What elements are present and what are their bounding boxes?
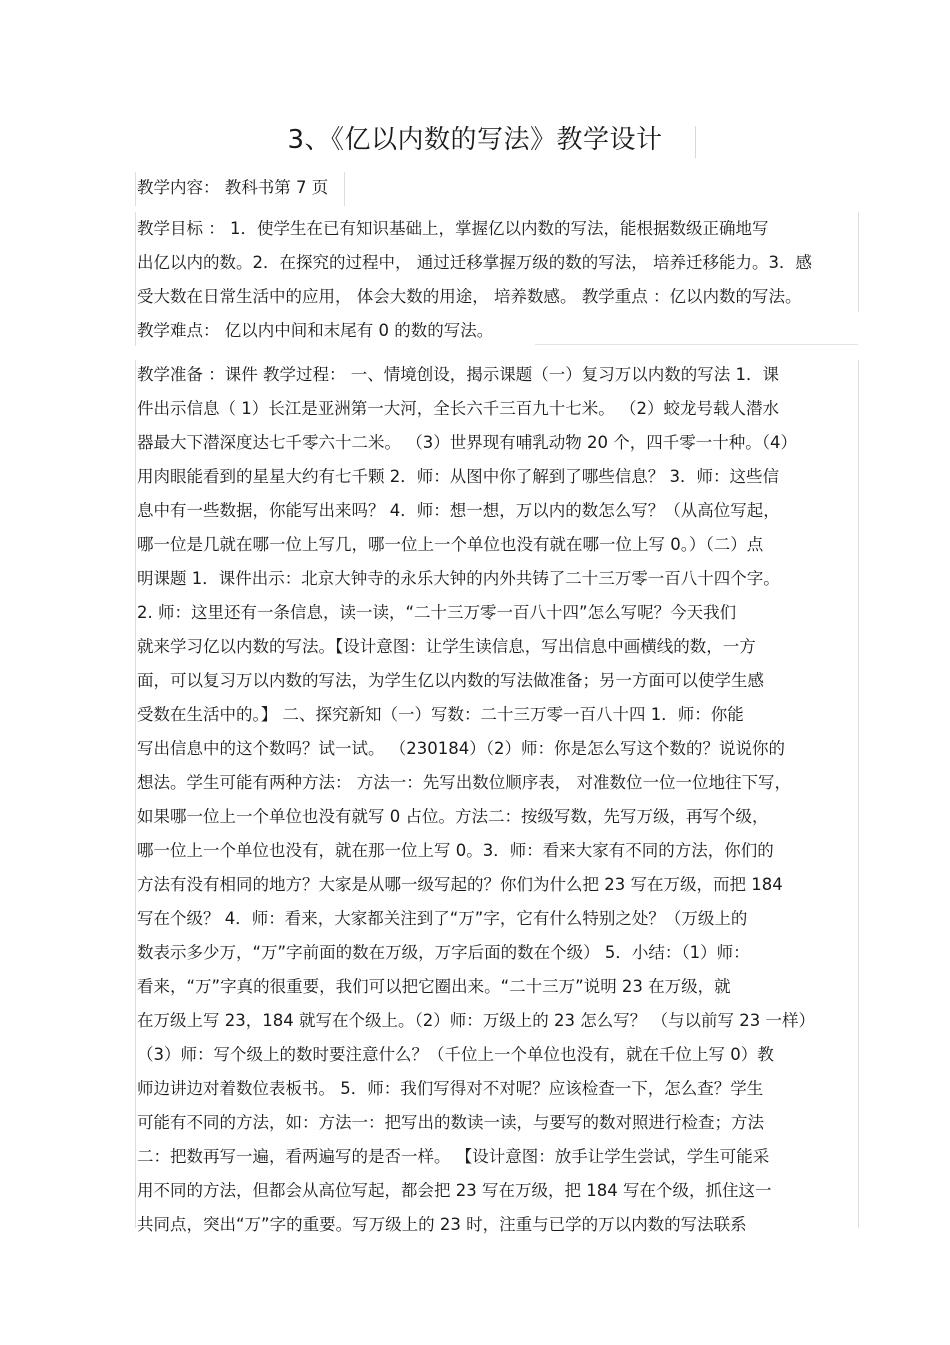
teaching-process-line: 写在个级？ 4．师：看来，大家都关注到了“万”字，它有什么特别之处？（万级上的: [137, 909, 748, 928]
teaching-content-section: [137, 171, 328, 205]
teaching-goals-line: 出亿以内的数。2．在探究的过程中， 通过迁移掌握万级的数的写法， 培养迁移能力。3．感: [137, 253, 812, 272]
teaching-process-line: 共同点，突出“万”字的重要。写万级上的 23 时，注重与已学的万以内数的写法联系: [137, 1215, 747, 1234]
teaching-process-line: 可能有不同的方法，如：方法一：把写出的数读一读，与要写的数对照进行检查；方法: [137, 1113, 764, 1132]
teaching-process-line: 写出信息中的这个数吗？试一试。 （230184）（2）师：你是怎么写这个数的？说说你的: [137, 739, 785, 758]
teaching-process-line: 用肉眼能看到的星星大约有七千颗 2．师：从图中你了解到了哪些信息？ 3．师：这些信: [137, 467, 779, 486]
frame-edge-left-3: [135, 360, 136, 1228]
teaching-process-line: 看来，“万”字真的很重要，我们可以把它圈出来。“二十三万”说明 23 在万级，就: [137, 977, 731, 996]
teaching-process-line: 器最大下潜深度达七千零六十二米。 （3）世界现有哺乳动物 20 个，四千零一十种。（4）: [137, 433, 797, 452]
teaching-process-line: 哪一位是几就在哪一位上写几，哪一位上一个单位也没有就在哪一位上写 0。）（二）点: [137, 535, 764, 554]
document-title: 3、《亿以内数的写法》教学设计: [287, 125, 663, 155]
teaching-process-line: 息中有一些数据，你能写出来吗？ 4．师：想一想，万以内的数怎么写？（从高位写起，: [137, 501, 780, 520]
teaching-content-line: 教学内容： 教科书第 7 页: [137, 178, 329, 197]
title-divider: [695, 126, 696, 158]
teaching-process-line: 数表示多少万，“万”字前面的数在万级，万字后面的数在个级） 5．小结：（1）师：: [137, 943, 750, 962]
frame-edge-left-1: [135, 172, 136, 206]
teaching-process-line: 二：把数再写一遍，看两遍写的是否一样。 【设计意图：放手让学生尝试，学生可能采: [137, 1147, 770, 1166]
teaching-process-line: 2. 师：这里还有一条信息，读一读，“二十三万零一百八十四”怎么写呢？今天我们: [137, 603, 737, 622]
teaching-process-line: 哪一位上一个单位也没有，就在那一位上写 0。3．师：看来大家有不同的方法，你们的: [137, 841, 774, 860]
teaching-process-line: 就来学习亿以内数的写法。【设计意图：让学生读信息，写出信息中画横线的数，一方: [137, 637, 756, 656]
teaching-process-line: 明课题 1．课件出示：北京大钟寺的永乐大钟的内外共铸了二十三万零一百八十四个字。: [137, 569, 780, 588]
teaching-process-line: 用不同的方法，但都会从高位写起，都会把 23 写在万级，把 184 写在个级，抓住这一: [137, 1181, 772, 1200]
teaching-goals-section: [137, 212, 812, 348]
teaching-process-line: 受数在生活中的。】 二、探究新知（一）写数：二十三万零一百八十四 1．师：你能: [137, 705, 744, 724]
teaching-goals-line: 教学目标 ： 1．使学生在已有知识基础上，掌握亿以内数的写法，能根据数级正确地写: [137, 219, 769, 238]
frame-edge-right-2: [858, 212, 859, 312]
teaching-process-line: 在万级上写 23，184 就写在个级上。（2）师：万级上的 23 怎么写？ （与以前写 23 一样）: [137, 1011, 815, 1030]
frame-edge-left-2: [135, 212, 136, 346]
teaching-goals-line: 受大数在日常生活中的应用， 体会大数的用途， 培养数感。 教学重点 ：亿以内数的写法。: [137, 287, 802, 306]
teaching-process-line: 想法。学生可能有两种方法： 方法一：先写出数位顺序表， 对准数位一位一位地往下写，: [137, 773, 791, 792]
teaching-process-line: 面，可以复习万以内数的写法，为学生亿以内数的写法做准备；另一方面可以使学生感: [137, 671, 764, 690]
teaching-process-line: 如果哪一位上一个单位也没有就写 0 占位。方法二：按级写数，先写万级，再写个级，: [137, 807, 769, 826]
teaching-process-line: 件出示信息（ 1）长江是亚洲第一大河，全长六千三百九十七米。 （2）蛟龙号载人潜水: [137, 399, 779, 418]
frame-edge-bottom-2: [535, 344, 858, 345]
teaching-process-line: 教学准备 ：课件 教学过程： 一、情境创设，揭示课题（一）复习万以内数的写法 1．课: [137, 365, 779, 384]
teaching-goals-line: 教学难点： 亿以内中间和末尾有 0 的数的写法。: [137, 321, 494, 340]
teaching-process-line: 师边讲边对着数位表板书。 5．师：我们写得对不对呢？应该检查一下，怎么查？学生: [137, 1079, 764, 1098]
teaching-process-section: [137, 358, 815, 1242]
frame-edge-right-1: [344, 172, 345, 206]
frame-edge-right-3: [858, 360, 859, 1228]
teaching-process-line: （3）师：写个级上的数时要注意什么？（千位上一个单位也没有，就在千位上写 0）教: [137, 1045, 774, 1064]
teaching-process-line: 方法有没有相同的地方？大家是从哪一级写起的？你们为什么把 23 写在万级，而把 184: [137, 875, 783, 894]
